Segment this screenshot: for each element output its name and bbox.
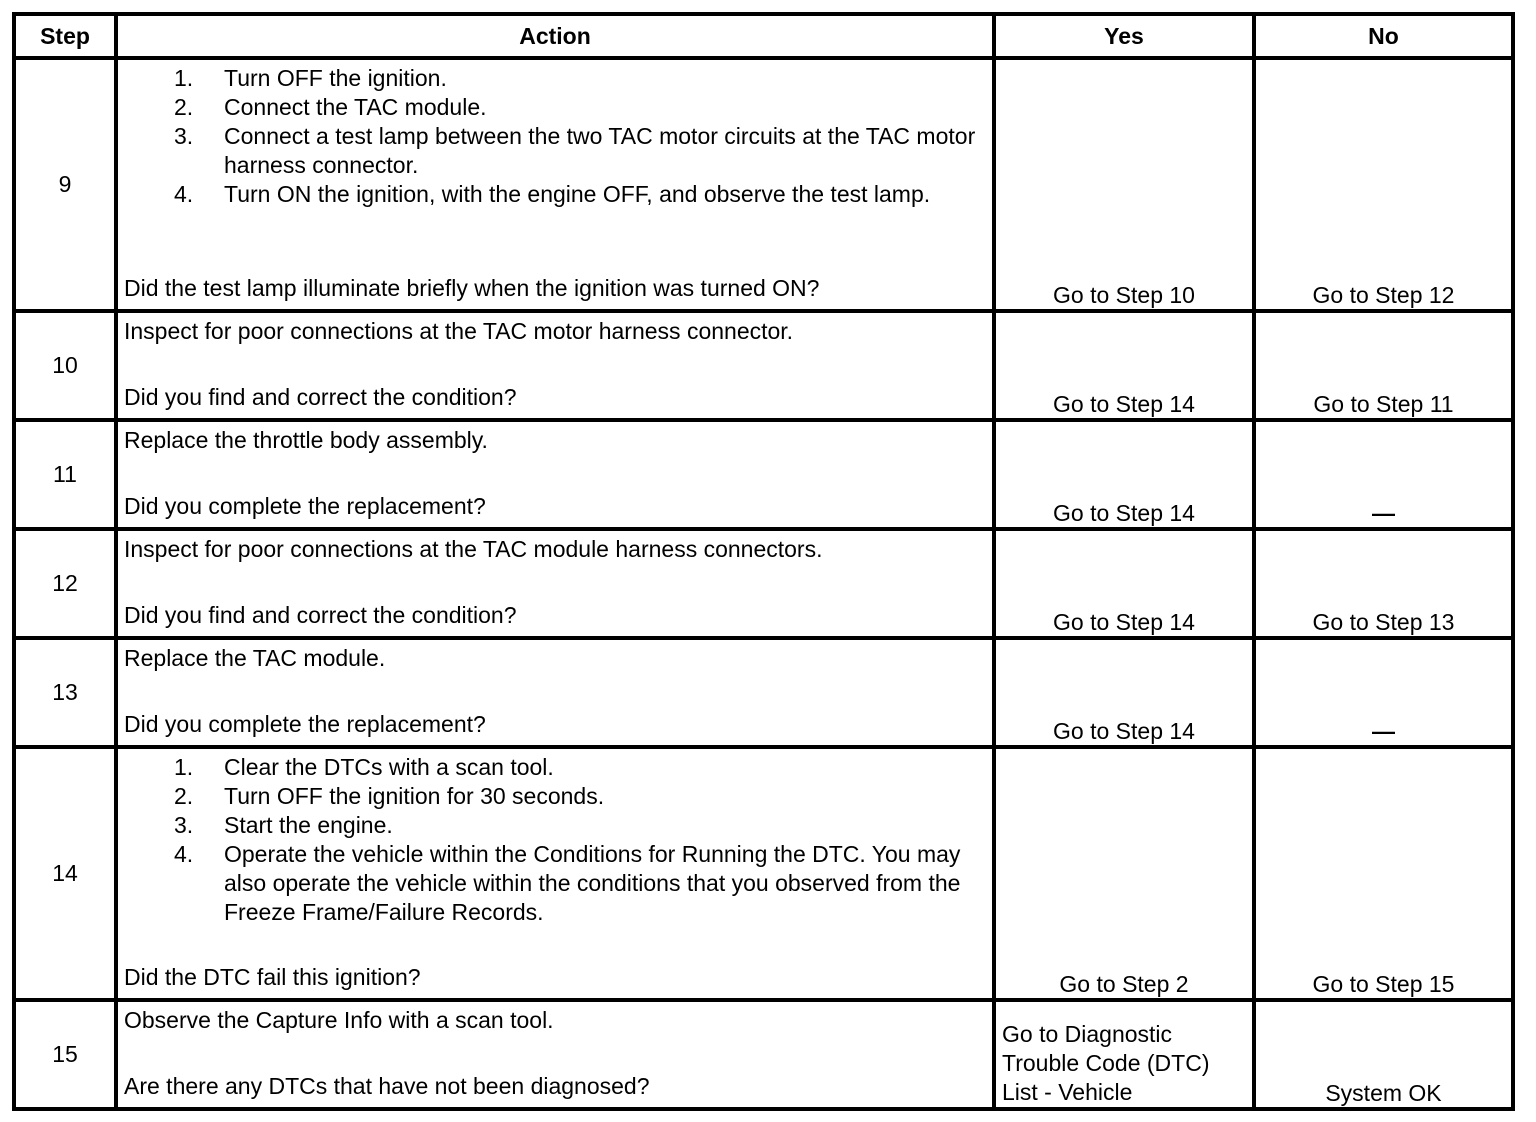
question-text: Did you complete the replacement? xyxy=(124,711,486,737)
diagnostic-table xyxy=(12,12,1515,1111)
list-item: 2. Connect the TAC module. xyxy=(174,94,487,120)
yes-cell xyxy=(994,1000,1254,1109)
list-item: 4. Operate the vehicle within the Conditions for Running the DTC. You may also operate the vehicle within the conditions that you observed from the Freeze Frame/Failure Records. xyxy=(174,841,961,925)
no-cell: — xyxy=(1254,638,1513,747)
question-text: Did you find and correct the condition? xyxy=(124,602,517,628)
question-text: Did you complete the replacement? xyxy=(124,493,486,519)
yes-cell: Go to Step 14 xyxy=(994,529,1254,638)
table-row xyxy=(14,311,1513,420)
step-number: 13 xyxy=(14,638,116,747)
action-cell xyxy=(116,58,994,311)
header-action: Action xyxy=(116,14,994,58)
action-cell xyxy=(116,311,994,420)
action-cell xyxy=(116,1000,994,1109)
action-list xyxy=(124,753,980,927)
step-number: 14 xyxy=(14,747,116,1000)
step-number: 10 xyxy=(14,311,116,420)
no-cell: Go to Step 13 xyxy=(1254,529,1513,638)
header-yes: Yes xyxy=(994,14,1254,58)
action-cell xyxy=(116,638,994,747)
list-item: 1. Turn OFF the ignition. xyxy=(174,65,447,91)
table-row xyxy=(14,1000,1513,1109)
step-number: 12 xyxy=(14,529,116,638)
no-cell: Go to Step 11 xyxy=(1254,311,1513,420)
yes-cell: Go to Step 10 xyxy=(994,58,1254,311)
instruction-text: Inspect for poor connections at the TAC motor harness connector. xyxy=(124,318,794,344)
action-cell xyxy=(116,747,994,1000)
yes-cell: Go to Step 2 xyxy=(994,747,1254,1000)
action-list xyxy=(124,64,980,209)
header-no: No xyxy=(1254,14,1513,58)
yes-cell: Go to Step 14 xyxy=(994,420,1254,529)
step-number: 15 xyxy=(14,1000,116,1109)
list-item: 3. Connect a test lamp between the two TAC motor circuits at the TAC motor harness connector. xyxy=(174,123,976,178)
table-row xyxy=(14,58,1513,311)
table-row xyxy=(14,638,1513,747)
table-row xyxy=(14,529,1513,638)
instruction-text: Replace the TAC module. xyxy=(124,645,386,671)
no-cell: System OK xyxy=(1254,1000,1513,1109)
instruction-text: Inspect for poor connections at the TAC module harness connectors. xyxy=(124,536,823,562)
yes-line: List - Vehicle xyxy=(1002,1079,1133,1105)
yes-line: Trouble Code (DTC) xyxy=(1002,1050,1210,1076)
question-text: Did you find and correct the condition? xyxy=(124,384,517,410)
yes-cell: Go to Step 14 xyxy=(994,311,1254,420)
step-number: 11 xyxy=(14,420,116,529)
header-step: Step xyxy=(14,14,116,58)
header-row xyxy=(14,14,1513,58)
no-cell: Go to Step 12 xyxy=(1254,58,1513,311)
list-item: 3. Start the engine. xyxy=(174,812,393,838)
no-cell: Go to Step 15 xyxy=(1254,747,1513,1000)
action-cell xyxy=(116,420,994,529)
no-cell: — xyxy=(1254,420,1513,529)
table-row xyxy=(14,420,1513,529)
yes-line: Go to Diagnostic xyxy=(1002,1021,1173,1047)
list-item: 2. Turn OFF the ignition for 30 seconds. xyxy=(174,783,605,809)
yes-cell: Go to Step 14 xyxy=(994,638,1254,747)
question-text: Did the test lamp illuminate briefly when the ignition was turned ON? xyxy=(124,275,820,301)
action-cell xyxy=(116,529,994,638)
table-row xyxy=(14,747,1513,1000)
question-text: Are there any DTCs that have not been diagnosed? xyxy=(124,1073,650,1099)
list-item: 1. Clear the DTCs with a scan tool. xyxy=(174,754,554,780)
list-item: 4. Turn ON the ignition, with the engine OFF, and observe the test lamp. xyxy=(174,181,931,207)
step-number: 9 xyxy=(14,58,116,311)
instruction-text: Replace the throttle body assembly. xyxy=(124,427,488,453)
instruction-text: Observe the Capture Info with a scan tool. xyxy=(124,1007,554,1033)
question-text: Did the DTC fail this ignition? xyxy=(124,964,421,990)
